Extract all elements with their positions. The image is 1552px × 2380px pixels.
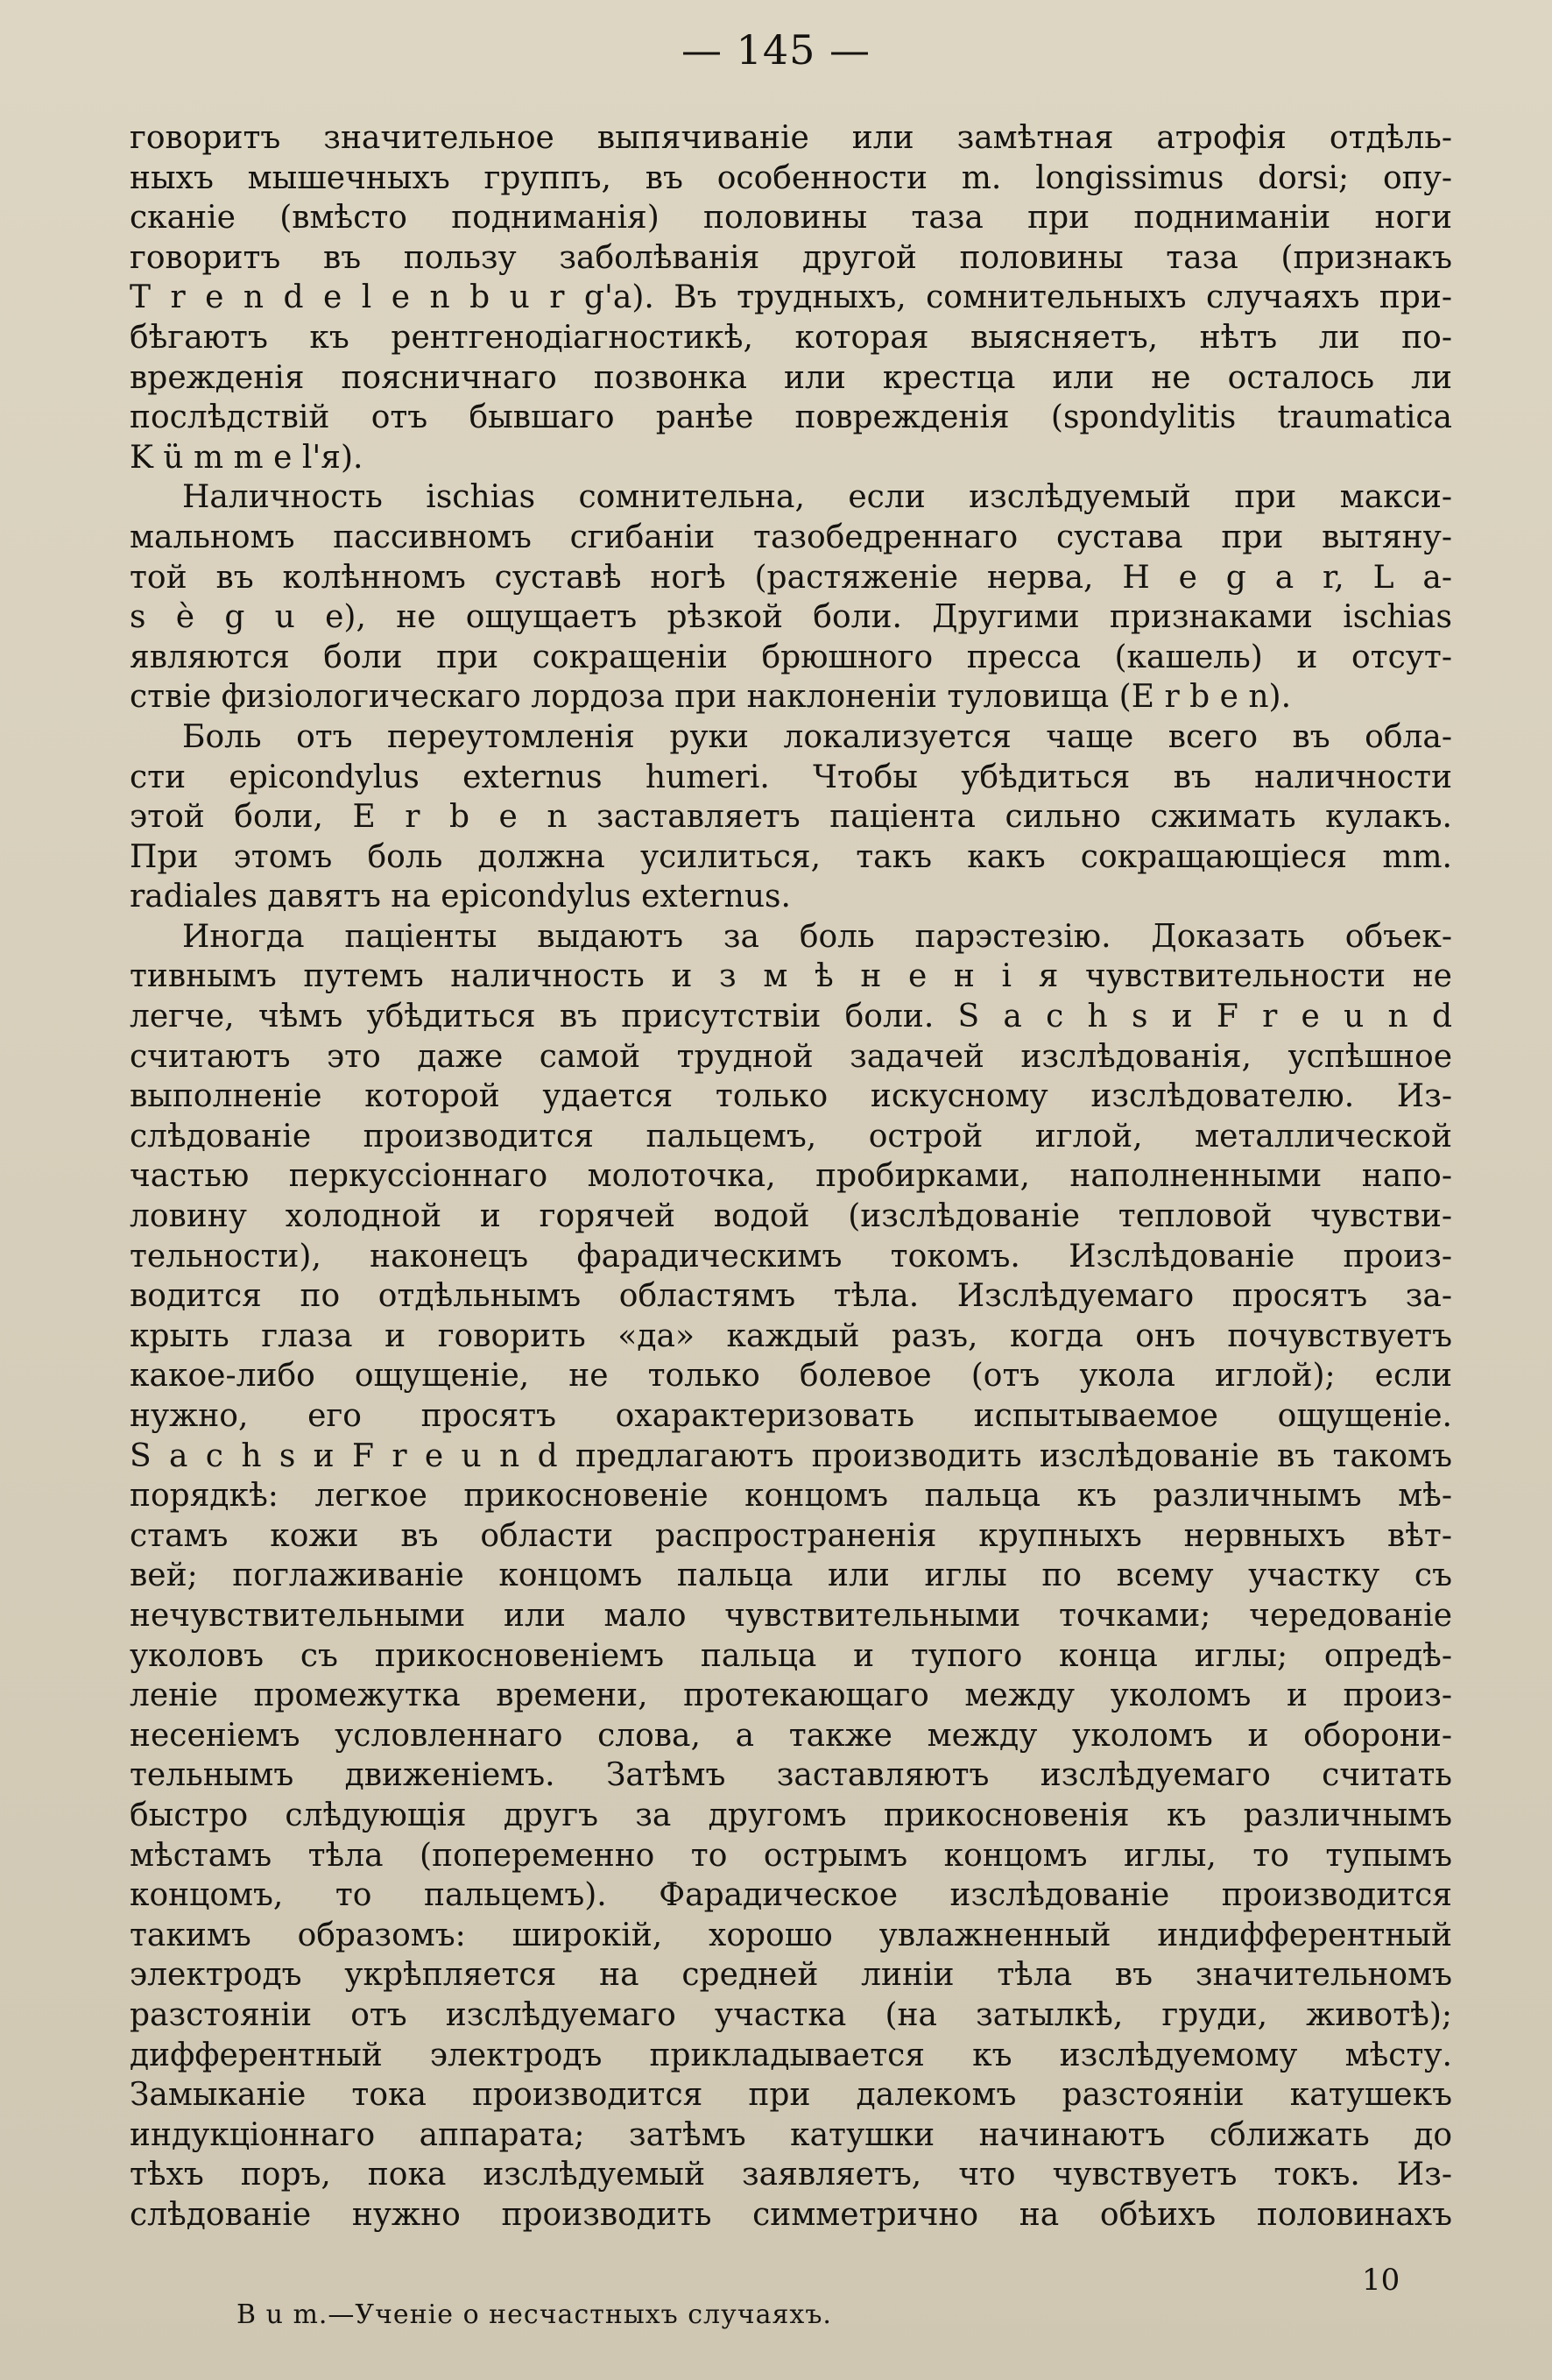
text-line: слѣдованіе нужно производить симметрично на обѣихъ половинахъ	[130, 2196, 1452, 2233]
text-line: ствіе физіологическаго лордоза при наклоненіи туловища (E r b e n).	[130, 679, 1292, 716]
text-line: нужно, его просятъ охарактеризовать испытываемое ощущеніе.	[130, 1398, 1452, 1434]
body-text	[130, 118, 1452, 2235]
footer-signature: B u m.—Ученіе о несчастныхъ случаяхъ.	[236, 2299, 832, 2330]
text-line: несеніемъ условленнаго слова, а также между уколомъ и оборони-	[130, 1717, 1452, 1754]
text-line: Боль отъ переутомленія руки локализуется чаще всего въ обла-	[182, 718, 1452, 755]
text-line: K ü m m e l'я).	[130, 439, 363, 476]
text-line: стамъ кожи въ области распространенія крупныхъ нервныхъ вѣт-	[130, 1517, 1452, 1554]
text-line: какое-либо ощущеніе, не только болевое (отъ укола иглой); если	[130, 1358, 1452, 1395]
text-line: вей; поглаживаніе концомъ пальца или иглы по всему участку съ	[130, 1557, 1452, 1594]
text-line: нечувствительными или мало чувствительными точками; чередованіе	[130, 1597, 1452, 1634]
text-line: Иногда паціенты выдаютъ за боль парэстезію. Доказать объек-	[182, 918, 1452, 955]
text-line: являются боли при сокращеніи брюшного пресса (кашель) и отсут-	[130, 639, 1452, 675]
sheet-number: 10	[1362, 2263, 1400, 2298]
text-line: говоритъ значительное выпячиваніе или замѣтная атрофія отдѣль-	[130, 120, 1452, 156]
text-line: говоритъ въ пользу заболѣванія другой половины таза (признакъ	[130, 239, 1452, 276]
text-line: водится по отдѣльнымъ областямъ тѣла. Изслѣдуемаго просятъ за-	[130, 1278, 1452, 1315]
text-line: radiales давятъ на epicondylus externus.	[130, 879, 791, 915]
page-number: — 145 —	[681, 26, 871, 74]
text-line: концомъ, то пальцемъ). Фарадическое изслѣдованіе производится	[130, 1877, 1452, 1914]
text-line: выполненіе которой удается только искусному изслѣдователю. Из-	[130, 1078, 1452, 1115]
text-line: разстояніи отъ изслѣдуемаго участка (на затылкѣ, груди, животѣ);	[130, 1996, 1452, 2033]
text-line: тѣхъ поръ, пока изслѣдуемый заявляетъ, что чувствуетъ токъ. Из-	[130, 2157, 1452, 2193]
text-line: электродъ укрѣпляется на средней линіи тѣла въ значительномъ	[130, 1957, 1452, 1994]
text-line: бѣгаютъ къ рентгенодіагностикѣ, которая выясняетъ, нѣтъ ли по-	[130, 319, 1452, 356]
text-line: этой боли, E r b e n заставляетъ паціента сильно сжимать кулакъ.	[130, 799, 1452, 836]
text-line: ловину холодной и горячей водой (изслѣдованіе тепловой чувстви-	[130, 1198, 1452, 1235]
text-line: мѣстамъ тѣла (попеременно то острымъ концомъ иглы, то тупымъ	[130, 1837, 1452, 1874]
text-line: индукціоннаго аппарата; затѣмъ катушки начинаютъ сближать до	[130, 2116, 1452, 2153]
text-line: тивнымъ путемъ наличность и з м ѣ н е н і я чувствительности не	[130, 958, 1452, 995]
text-line: быстро слѣдующія другъ за другомъ прикосновенія къ различнымъ	[130, 1797, 1452, 1833]
text-line: мальномъ пассивномъ сгибаніи тазобедреннаго сустава при вытяну-	[130, 519, 1452, 555]
text-line: При этомъ боль должна усилиться, такъ какъ сокращающіеся mm.	[130, 838, 1452, 875]
text-line: сти epicondylus externus humeri. Чтобы убѣдиться въ наличности	[130, 759, 1452, 795]
text-line: легче, чѣмъ убѣдиться въ присутствіи боли. S a c h s и F r e u n d	[130, 999, 1452, 1035]
text-line: той въ колѣнномъ суставѣ ногѣ (растяженіе нерва, H e g a r, L a-	[130, 559, 1452, 596]
text-line: дифферентный электродъ прикладывается къ изслѣдуемому мѣсту.	[130, 2037, 1452, 2073]
text-line: врежденія поясничнаго позвонка или крестца или не осталось ли	[130, 359, 1452, 396]
text-line: частью перкуссіоннаго молоточка, пробирками, наполненными напо-	[130, 1158, 1452, 1195]
text-line: слѣдованіе производится пальцемъ, острой иглой, металлической	[130, 1118, 1452, 1155]
text-line: порядкѣ: легкое прикосновеніе концомъ пальца къ различнымъ мѣ-	[130, 1478, 1452, 1515]
text-line: Замыканіе тока производится при далекомъ разстояніи катушекъ	[130, 2077, 1452, 2114]
text-line: s è g u e), не ощущаетъ рѣзкой боли. Другими признаками ischias	[130, 599, 1452, 636]
text-line: T r e n d e l e n b u r g'a). Въ трудныхъ, сомнительныхъ случаяхъ при-	[130, 279, 1452, 316]
text-line: тельности), наконецъ фарадическимъ токомъ. Изслѣдованіе произ-	[130, 1238, 1452, 1275]
text-line: ныхъ мышечныхъ группъ, въ особенности m. longissimus dorsi; опу-	[130, 159, 1452, 196]
text-line: тельнымъ движеніемъ. Затѣмъ заставляютъ изслѣдуемаго считать	[130, 1757, 1452, 1794]
text-line: Наличность ischias сомнительна, если изслѣдуемый при макси-	[182, 479, 1452, 516]
text-line: такимъ образомъ: широкій, хорошо увлажненный индифферентный	[130, 1917, 1452, 1953]
text-line: уколовъ съ прикосновеніемъ пальца и тупого конца иглы; опредѣ-	[130, 1637, 1452, 1674]
text-line: крыть глаза и говорить «да» каждый разъ, когда онъ почувствуетъ	[130, 1317, 1452, 1354]
text-line: S a c h s и F r e u n d предлагаютъ производить изслѣдованіе въ такомъ	[130, 1437, 1452, 1474]
text-line: послѣдствій отъ бывшаго ранѣе поврежденія (spondylitis traumatica	[130, 399, 1452, 436]
text-line: считаютъ это даже самой трудной задачей изслѣдованія, успѣшное	[130, 1038, 1452, 1075]
text-line: леніе промежутка времени, протекающаго между уколомъ и произ-	[130, 1677, 1452, 1714]
text-line: сканіе (вмѣсто подниманія) половины таза при подниманіи ноги	[130, 200, 1452, 237]
